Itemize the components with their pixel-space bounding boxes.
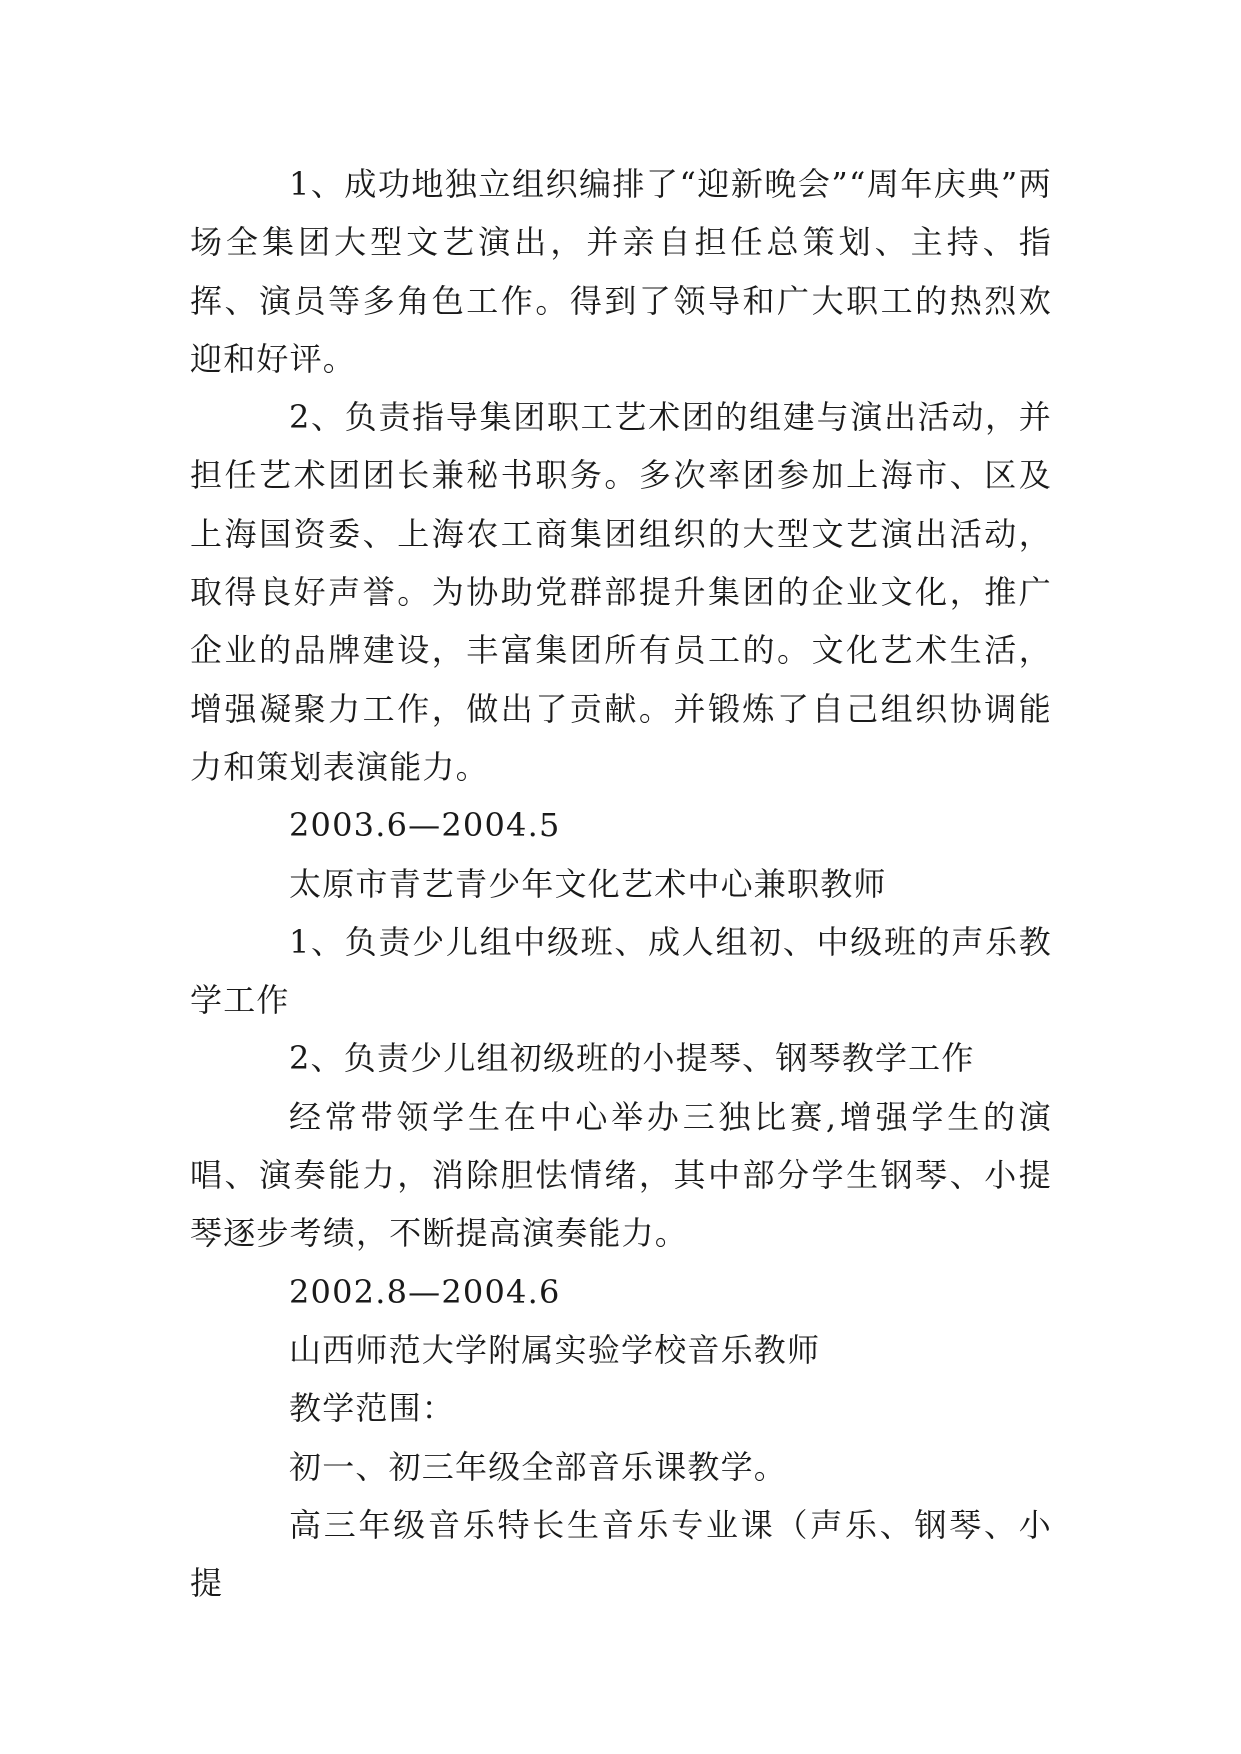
period-2003-2004: 2003.6—2004.5 [289, 806, 561, 845]
duty-violin-piano: 2、负责少儿组初级班的小提琴、钢琴教学工作 [289, 1039, 975, 1078]
employer-taiyuan-art-center: 太原市青艺青少年文化艺术中心兼职教师 [289, 864, 887, 903]
employer-shanxi-normal-school: 山西师范大学附属实验学校音乐教师 [289, 1330, 821, 1369]
teaching-scope-junior: 初一、初三年级全部音乐课教学。 [289, 1447, 788, 1486]
paragraph-student-competitions: 经常带领学生在中心举办三独比赛,增强学生的演唱、演奏能力，消除胆怯情绪，其中部分学生钢琴、小提琴逐步考绩，不断提高演奏能力。 [190, 1097, 1052, 1253]
duty-vocal-teaching: 1、负责少儿组中级班、成人组初、中级班的声乐教学工作 [190, 922, 1052, 1020]
paragraph-art-troupe: 2、负责指导集团职工艺术团的组建与演出活动，并担任艺术团团长兼秘书职务。多次率团参加上海市、区及上海国资委、上海农工商集团组织的大型文艺演出活动，取得良好声誉。为协助党群部提升集团的企业文化，推广企业的品牌建设，丰富集团所有员工的。文化艺术生活，增强凝聚力工作，做出了贡献。并锻炼了自己组织协调能力和策划表演能力。 [190, 398, 1052, 786]
teaching-scope-heading: 教学范围： [289, 1389, 456, 1428]
period-2002-2004: 2002.8—2004.6 [289, 1272, 561, 1311]
document-body [190, 155, 1052, 1612]
teaching-scope-senior: 高三年级音乐特长生音乐专业课（声乐、钢琴、小提 [190, 1505, 1052, 1603]
paragraph-organize-events: 1、成功地独立组织编排了“迎新晚会”“周年庆典”两场全集团大型文艺演出，并亲自担任总策划、主持、指挥、演员等多角色工作。得到了领导和广大职工的热烈欢迎和好评。 [190, 165, 1052, 378]
